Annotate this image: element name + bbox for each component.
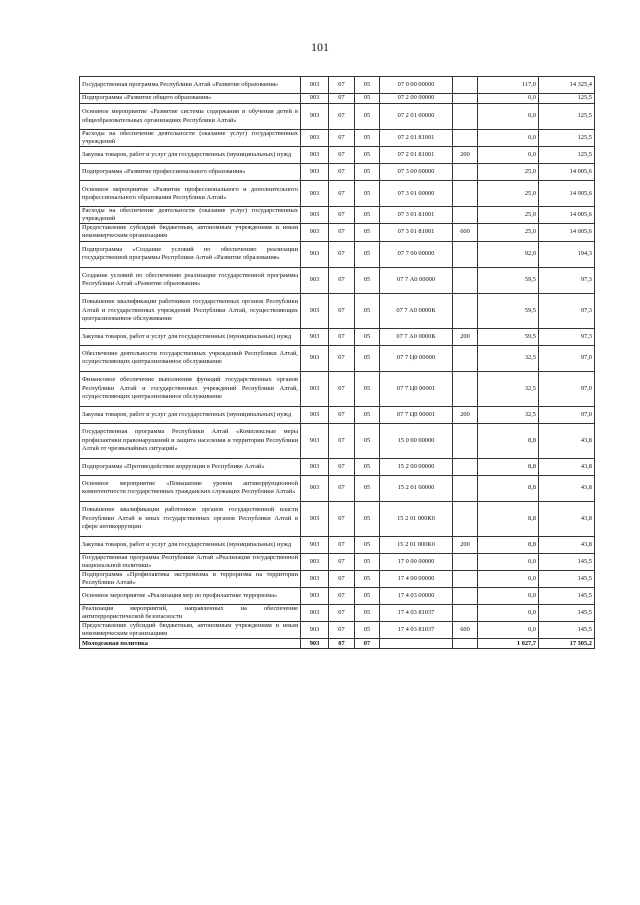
row-name: Предоставление субсидий бюджетным, автономным учреждениям и иным некоммерческим организациям [80, 224, 301, 241]
row-name: Повышение квалификации работников государственных органов Республики Алтай и государственных учреждений Республики Алтай, осуществляющих централизованное обслуживание [80, 293, 301, 328]
row-amount-1: 25,0 [478, 207, 539, 224]
row-name: Основное мероприятие «Развитие системы содержания и обучения детей в общеобразовательных организациях Республики Алтай» [80, 104, 301, 130]
row-section: 07 [329, 130, 355, 147]
row-subsection: 05 [355, 207, 380, 224]
row-amount-2: 43,8 [539, 501, 595, 536]
row-subsection: 05 [355, 587, 380, 604]
row-amount-1: 0,0 [478, 604, 539, 621]
row-subsection: 05 [355, 104, 380, 130]
table-row [80, 293, 595, 328]
table-row [80, 639, 595, 649]
row-expense-type [453, 181, 478, 207]
row-ved: 903 [301, 207, 329, 224]
row-ved: 903 [301, 570, 329, 587]
table-row [80, 458, 595, 475]
row-target-article: 15 2 01 00000 [380, 475, 453, 501]
row-subsection: 07 [355, 639, 380, 649]
row-amount-1: 1 027,7 [478, 639, 539, 649]
row-ved: 903 [301, 587, 329, 604]
row-section: 07 [329, 241, 355, 267]
row-section: 07 [329, 328, 355, 345]
row-section: 07 [329, 639, 355, 649]
table-row [80, 501, 595, 536]
row-subsection: 05 [355, 475, 380, 501]
row-amount-2: 43,8 [539, 423, 595, 458]
row-target-article: 07 7 А0 0000К [380, 293, 453, 328]
row-subsection: 05 [355, 130, 380, 147]
row-expense-type [453, 104, 478, 130]
row-expense-type: 200 [453, 536, 478, 553]
row-ved: 903 [301, 147, 329, 164]
row-section: 07 [329, 267, 355, 293]
row-amount-1: 0,0 [478, 553, 539, 570]
row-amount-2: 97,3 [539, 293, 595, 328]
row-amount-2: 125,5 [539, 130, 595, 147]
row-target-article: 07 2 01 81001 [380, 130, 453, 147]
row-subsection: 05 [355, 371, 380, 406]
table-row [80, 622, 595, 639]
row-expense-type: 600 [453, 622, 478, 639]
page-number: 101 [311, 40, 329, 54]
table-row [80, 345, 595, 371]
row-amount-2: 97,3 [539, 267, 595, 293]
row-ved: 903 [301, 622, 329, 639]
row-name: Подпрограмма «Противодействие коррупции в Республике Алтай» [80, 458, 301, 475]
row-section: 07 [329, 94, 355, 104]
row-amount-1: 8,8 [478, 475, 539, 501]
row-amount-1: 0,0 [478, 130, 539, 147]
row-amount-2: 14 325,4 [539, 77, 595, 94]
row-target-article: 07 3 01 81001 [380, 224, 453, 241]
row-section: 07 [329, 104, 355, 130]
row-expense-type: 200 [453, 328, 478, 345]
row-expense-type [453, 77, 478, 94]
table-row [80, 475, 595, 501]
row-expense-type [453, 570, 478, 587]
row-ved: 903 [301, 164, 329, 181]
row-expense-type: 200 [453, 147, 478, 164]
row-subsection: 05 [355, 570, 380, 587]
row-ved: 903 [301, 536, 329, 553]
table-row [80, 604, 595, 621]
row-section: 07 [329, 423, 355, 458]
row-target-article: 07 3 01 00000 [380, 181, 453, 207]
row-target-article: 15 0 00 00000 [380, 423, 453, 458]
row-name: Подпрограмма «Создание условий по обеспечению реализации государственной программы Республики Алтай «Развитие образования» [80, 241, 301, 267]
row-section: 07 [329, 570, 355, 587]
row-amount-1: 59,5 [478, 267, 539, 293]
row-target-article: 07 3 00 00000 [380, 164, 453, 181]
row-name: Реализация мероприятий, направленных на обеспечение антитеррористической безопасности [80, 604, 301, 621]
row-target-article: 07 0 00 00000 [380, 77, 453, 94]
table-row [80, 570, 595, 587]
row-name: Государственная программа Республики Алтай «Развитие образования» [80, 77, 301, 94]
row-subsection: 05 [355, 423, 380, 458]
table-row [80, 77, 595, 94]
table-row [80, 423, 595, 458]
row-section: 07 [329, 181, 355, 207]
row-amount-1: 92,0 [478, 241, 539, 267]
row-amount-1: 8,8 [478, 536, 539, 553]
table-row [80, 224, 595, 241]
row-section: 07 [329, 604, 355, 621]
row-amount-2: 14 005,6 [539, 181, 595, 207]
row-amount-1: 0,0 [478, 570, 539, 587]
row-name: Основное мероприятие «Развитие профессионального и дополнительного профессионального образования Республики Алтай» [80, 181, 301, 207]
row-section: 07 [329, 207, 355, 224]
row-name: Молодежная политика [80, 639, 301, 649]
row-amount-1: 32,5 [478, 406, 539, 423]
row-name: Расходы на обеспечение деятельности (оказание услуг) государственных учреждений [80, 207, 301, 224]
row-expense-type [453, 423, 478, 458]
row-section: 07 [329, 77, 355, 94]
row-amount-2: 145,5 [539, 570, 595, 587]
row-name: Предоставление субсидий бюджетным, автономным учреждениям и иным некоммерческим организациям [80, 622, 301, 639]
row-ved: 903 [301, 501, 329, 536]
row-name: Закупка товаров, работ и услуг для государственных (муниципальных) нужд [80, 536, 301, 553]
row-ved: 903 [301, 423, 329, 458]
row-name: Закупка товаров, работ и услуг для государственных (муниципальных) нужд [80, 406, 301, 423]
row-name: Создание условий по обеспечению реализации государственной программы Республики Алтай «Развитие образования» [80, 267, 301, 293]
row-target-article: 15 2 01 000К0 [380, 501, 453, 536]
row-section: 07 [329, 475, 355, 501]
table-row [80, 328, 595, 345]
row-section: 07 [329, 164, 355, 181]
row-amount-2: 145,5 [539, 553, 595, 570]
table-row [80, 267, 595, 293]
row-subsection: 05 [355, 224, 380, 241]
row-expense-type [453, 164, 478, 181]
row-amount-1: 8,8 [478, 423, 539, 458]
row-subsection: 05 [355, 241, 380, 267]
row-ved: 903 [301, 267, 329, 293]
row-name: Государственная программа Республики Алтай «Комплексные меры профилактики правонарушений и защита населения и территории Республики Алтай от чрезвычайных ситуаций» [80, 423, 301, 458]
row-name: Подпрограмма «Развитие общего образования» [80, 94, 301, 104]
row-ved: 903 [301, 104, 329, 130]
row-expense-type [453, 241, 478, 267]
row-name: Закупка товаров, работ и услуг для государственных (муниципальных) нужд [80, 147, 301, 164]
row-amount-2: 97,0 [539, 345, 595, 371]
budget-table [79, 76, 595, 649]
row-subsection: 05 [355, 604, 380, 621]
table-row [80, 181, 595, 207]
row-amount-1: 0,0 [478, 622, 539, 639]
row-amount-2: 17 305,2 [539, 639, 595, 649]
row-expense-type: 200 [453, 406, 478, 423]
row-amount-1: 0,0 [478, 104, 539, 130]
row-expense-type [453, 267, 478, 293]
row-amount-2: 14 005,6 [539, 207, 595, 224]
row-ved: 903 [301, 224, 329, 241]
table-row [80, 164, 595, 181]
row-amount-1: 0,0 [478, 147, 539, 164]
row-amount-2: 145,5 [539, 587, 595, 604]
table-row [80, 147, 595, 164]
row-ved: 903 [301, 94, 329, 104]
row-ved: 903 [301, 475, 329, 501]
row-ved: 903 [301, 553, 329, 570]
row-amount-1: 25,0 [478, 164, 539, 181]
row-subsection: 05 [355, 536, 380, 553]
row-target-article: 07 7 А0 0000К [380, 328, 453, 345]
row-amount-2: 125,5 [539, 94, 595, 104]
row-target-article: 17 4 03 81037 [380, 622, 453, 639]
row-ved: 903 [301, 458, 329, 475]
table-row [80, 371, 595, 406]
row-amount-1: 8,8 [478, 458, 539, 475]
row-amount-1: 0,0 [478, 94, 539, 104]
row-expense-type [453, 345, 478, 371]
row-target-article: 07 7 00 00000 [380, 241, 453, 267]
row-expense-type [453, 94, 478, 104]
row-name: Закупка товаров, работ и услуг для государственных (муниципальных) нужд [80, 328, 301, 345]
row-amount-1: 32,5 [478, 371, 539, 406]
row-subsection: 05 [355, 622, 380, 639]
table-row [80, 241, 595, 267]
row-section: 07 [329, 622, 355, 639]
row-ved: 903 [301, 371, 329, 406]
row-amount-2: 97,3 [539, 328, 595, 345]
row-subsection: 05 [355, 147, 380, 164]
row-target-article: 17 4 03 00000 [380, 587, 453, 604]
row-amount-2: 97,0 [539, 406, 595, 423]
row-name: Государственная программа Республики Алтай «Реализация государственной национальной политики» [80, 553, 301, 570]
row-expense-type [453, 639, 478, 649]
row-amount-2: 43,8 [539, 475, 595, 501]
row-ved: 903 [301, 130, 329, 147]
row-expense-type [453, 207, 478, 224]
row-amount-1: 8,8 [478, 501, 539, 536]
row-amount-2: 43,8 [539, 536, 595, 553]
row-amount-2: 97,0 [539, 371, 595, 406]
row-target-article: 07 2 00 00000 [380, 94, 453, 104]
row-amount-1: 117,0 [478, 77, 539, 94]
row-expense-type: 600 [453, 224, 478, 241]
row-target-article: 07 2 01 00000 [380, 104, 453, 130]
row-amount-2: 14 005,6 [539, 224, 595, 241]
row-ved: 903 [301, 181, 329, 207]
row-section: 07 [329, 587, 355, 604]
row-amount-1: 0,0 [478, 587, 539, 604]
row-expense-type [453, 587, 478, 604]
row-target-article: 07 7 Ц0 00001 [380, 406, 453, 423]
row-name: Подпрограмма «Профилактика экстремизма и терроризма на территории Республики Алтай» [80, 570, 301, 587]
row-expense-type [453, 130, 478, 147]
row-subsection: 05 [355, 553, 380, 570]
row-section: 07 [329, 501, 355, 536]
row-target-article: 07 7 Ц0 00001 [380, 371, 453, 406]
row-target-article [380, 639, 453, 649]
table-row [80, 536, 595, 553]
row-subsection: 05 [355, 267, 380, 293]
row-name: Финансовое обеспечение выполнения функций государственных органов Республики Алтай и государственных учреждений Республики Алтай, осуществляющих централизованное обслуживание [80, 371, 301, 406]
row-amount-1: 59,5 [478, 328, 539, 345]
row-subsection: 05 [355, 345, 380, 371]
row-subsection: 05 [355, 181, 380, 207]
row-target-article: 07 7 Ц0 00000 [380, 345, 453, 371]
row-target-article: 07 3 01 81001 [380, 207, 453, 224]
row-ved: 903 [301, 345, 329, 371]
row-subsection: 05 [355, 94, 380, 104]
row-amount-1: 59,5 [478, 293, 539, 328]
row-expense-type [453, 501, 478, 536]
row-amount-1: 25,0 [478, 181, 539, 207]
row-target-article: 07 7 А0 00000 [380, 267, 453, 293]
row-amount-1: 25,0 [478, 224, 539, 241]
row-amount-2: 43,8 [539, 458, 595, 475]
row-target-article: 17 0 00 00000 [380, 553, 453, 570]
row-ved: 903 [301, 604, 329, 621]
row-amount-2: 14 005,6 [539, 164, 595, 181]
row-expense-type [453, 553, 478, 570]
row-target-article: 15 2 00 00000 [380, 458, 453, 475]
row-ved: 903 [301, 241, 329, 267]
row-amount-2: 125,5 [539, 104, 595, 130]
row-name: Подпрограмма «Развитие профессионального образования» [80, 164, 301, 181]
row-section: 07 [329, 371, 355, 406]
table-row [80, 587, 595, 604]
row-amount-2: 145,5 [539, 622, 595, 639]
row-expense-type [453, 475, 478, 501]
table-row [80, 406, 595, 423]
row-section: 07 [329, 553, 355, 570]
row-section: 07 [329, 406, 355, 423]
row-expense-type [453, 604, 478, 621]
row-expense-type [453, 371, 478, 406]
row-subsection: 05 [355, 164, 380, 181]
row-subsection: 05 [355, 293, 380, 328]
row-name: Расходы на обеспечение деятельности (оказание услуг) государственных учреждений [80, 130, 301, 147]
row-ved: 903 [301, 639, 329, 649]
row-ved: 903 [301, 77, 329, 94]
row-amount-1: 32,5 [478, 345, 539, 371]
row-subsection: 05 [355, 328, 380, 345]
row-section: 07 [329, 147, 355, 164]
table-body [80, 77, 595, 649]
row-subsection: 05 [355, 501, 380, 536]
row-target-article: 07 2 01 81001 [380, 147, 453, 164]
row-ved: 903 [301, 328, 329, 345]
row-section: 07 [329, 536, 355, 553]
row-name: Основное мероприятие «Реализация мер по профилактике терроризма» [80, 587, 301, 604]
row-subsection: 05 [355, 77, 380, 94]
row-amount-2: 145,5 [539, 604, 595, 621]
row-name: Обеспечение деятельности государственных учреждений Республики Алтай, осуществляющих централизованное обслуживание [80, 345, 301, 371]
row-target-article: 15 2 01 000К0 [380, 536, 453, 553]
row-amount-2: 125,5 [539, 147, 595, 164]
row-ved: 903 [301, 406, 329, 423]
row-section: 07 [329, 293, 355, 328]
row-target-article: 17 4 03 81037 [380, 604, 453, 621]
row-name: Основное мероприятие «Повышение уровня антикоррупционной компетентности государственных гражданских служащих Республики Алтай» [80, 475, 301, 501]
row-ved: 903 [301, 293, 329, 328]
row-subsection: 05 [355, 406, 380, 423]
row-subsection: 05 [355, 458, 380, 475]
table-row [80, 94, 595, 104]
row-expense-type [453, 458, 478, 475]
row-name: Повышение квалификации работников органов государственной власти Республики Алтай и иных государственных органов Республики Алтай в сфере антикоррупции [80, 501, 301, 536]
row-expense-type [453, 293, 478, 328]
row-section: 07 [329, 345, 355, 371]
table-row [80, 104, 595, 130]
table-row [80, 130, 595, 147]
row-target-article: 17 4 00 00000 [380, 570, 453, 587]
table-row [80, 553, 595, 570]
row-section: 07 [329, 224, 355, 241]
row-section: 07 [329, 458, 355, 475]
row-amount-2: 194,3 [539, 241, 595, 267]
table-row [80, 207, 595, 224]
